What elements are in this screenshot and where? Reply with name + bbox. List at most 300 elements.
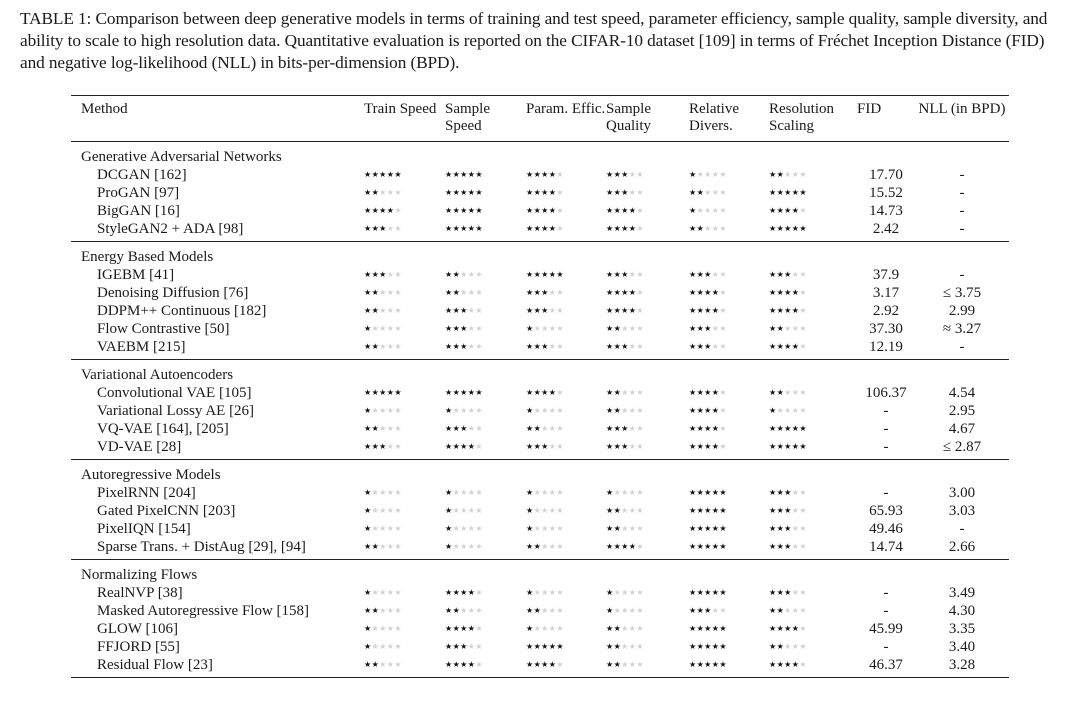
star-filled-icon: ★ (711, 306, 720, 315)
star-filled-icon: ★ (621, 442, 629, 451)
star-filled-icon: ★ (371, 388, 380, 397)
star-filled-icon: ★ (704, 324, 712, 333)
star-filled-icon: ★ (696, 642, 705, 651)
star-empty-icon: ★ (467, 606, 476, 615)
star-rating (526, 438, 606, 460)
star-empty-icon: ★ (386, 642, 395, 651)
star-filled-icon: ★ (791, 224, 800, 233)
nll-cell: 3.49 (948, 585, 976, 601)
star-rating (364, 384, 445, 402)
star-empty-icon: ★ (467, 642, 476, 651)
star-filled-icon: ★ (769, 524, 777, 533)
star-filled-icon: ★ (711, 624, 720, 633)
nll-cell: - (959, 521, 965, 537)
star-filled-icon: ★ (460, 306, 468, 315)
star-filled-icon: ★ (704, 506, 712, 515)
star-empty-icon: ★ (467, 524, 476, 533)
star-empty-icon: ★ (541, 524, 549, 533)
star-filled-icon: ★ (533, 188, 542, 197)
star-filled-icon: ★ (769, 660, 777, 669)
star-empty-icon: ★ (556, 488, 564, 497)
star-filled-icon: ★ (533, 606, 542, 615)
table-row (71, 402, 1009, 420)
star-rating (689, 538, 769, 560)
star-filled-icon: ★ (769, 588, 777, 597)
star-filled-icon: ★ (606, 442, 614, 451)
nll-cell: 2.99 (948, 303, 976, 319)
star-filled-icon: ★ (776, 424, 785, 433)
star-empty-icon: ★ (548, 406, 557, 415)
star-filled-icon: ★ (467, 624, 476, 633)
star-filled-icon: ★ (475, 206, 483, 215)
star-empty-icon: ★ (719, 188, 727, 197)
star-empty-icon: ★ (719, 442, 727, 451)
star-filled-icon: ★ (689, 206, 697, 215)
star-rating (769, 184, 857, 202)
star-filled-icon: ★ (475, 224, 483, 233)
star-empty-icon: ★ (784, 170, 792, 179)
star-empty-icon: ★ (475, 506, 483, 515)
star-empty-icon: ★ (533, 406, 542, 415)
star-empty-icon: ★ (475, 406, 483, 415)
star-empty-icon: ★ (719, 424, 727, 433)
star-filled-icon: ★ (452, 188, 461, 197)
fid-cell: 45.99 (869, 621, 903, 637)
star-rating (445, 502, 526, 520)
header-train-speed: Train Speed (364, 101, 437, 117)
star-filled-icon: ★ (533, 442, 542, 451)
star-filled-icon: ★ (548, 188, 557, 197)
star-empty-icon: ★ (704, 206, 712, 215)
table-row (71, 502, 1009, 520)
star-empty-icon: ★ (379, 506, 387, 515)
header-relative-divers: Relative Divers. (689, 101, 739, 134)
star-filled-icon: ★ (445, 506, 453, 515)
star-filled-icon: ★ (526, 642, 534, 651)
star-empty-icon: ★ (784, 642, 792, 651)
star-rating (364, 584, 445, 602)
star-filled-icon: ★ (689, 388, 697, 397)
star-filled-icon: ★ (371, 660, 380, 669)
star-empty-icon: ★ (711, 606, 720, 615)
star-filled-icon: ★ (467, 224, 476, 233)
star-filled-icon: ★ (371, 342, 380, 351)
star-empty-icon: ★ (621, 406, 629, 415)
star-filled-icon: ★ (704, 660, 712, 669)
star-filled-icon: ★ (696, 342, 705, 351)
star-filled-icon: ★ (769, 488, 777, 497)
star-filled-icon: ★ (784, 588, 792, 597)
star-filled-icon: ★ (606, 660, 614, 669)
table-row (71, 202, 1009, 220)
star-empty-icon: ★ (541, 488, 549, 497)
star-rating (526, 266, 606, 284)
star-filled-icon: ★ (606, 642, 614, 651)
star-filled-icon: ★ (769, 424, 777, 433)
star-rating (364, 338, 445, 360)
star-filled-icon: ★ (719, 524, 727, 533)
star-empty-icon: ★ (556, 224, 564, 233)
star-empty-icon: ★ (628, 424, 637, 433)
star-filled-icon: ★ (467, 388, 476, 397)
star-empty-icon: ★ (460, 270, 468, 279)
star-filled-icon: ★ (719, 488, 727, 497)
star-empty-icon: ★ (556, 388, 564, 397)
star-filled-icon: ★ (526, 306, 534, 315)
method-cell: PixelIQN [154] (97, 521, 191, 537)
star-empty-icon: ★ (386, 188, 395, 197)
star-filled-icon: ★ (613, 306, 622, 315)
star-filled-icon: ★ (689, 624, 697, 633)
star-filled-icon: ★ (379, 388, 387, 397)
star-rating (606, 502, 689, 520)
star-filled-icon: ★ (526, 606, 534, 615)
method-cell: DDPM++ Continuous [182] (97, 303, 267, 319)
table-row (71, 620, 1009, 638)
nll-cell: - (959, 221, 965, 237)
table-group (71, 360, 1009, 460)
star-filled-icon: ★ (526, 388, 534, 397)
star-filled-icon: ★ (533, 660, 542, 669)
star-filled-icon: ★ (776, 388, 785, 397)
star-filled-icon: ★ (526, 206, 534, 215)
star-filled-icon: ★ (689, 288, 697, 297)
star-filled-icon: ★ (769, 270, 777, 279)
star-empty-icon: ★ (719, 606, 727, 615)
star-filled-icon: ★ (452, 388, 461, 397)
star-empty-icon: ★ (548, 424, 557, 433)
star-rating (606, 538, 689, 560)
star-filled-icon: ★ (533, 342, 542, 351)
star-empty-icon: ★ (776, 406, 785, 415)
star-filled-icon: ★ (689, 170, 697, 179)
star-empty-icon: ★ (636, 270, 644, 279)
star-filled-icon: ★ (784, 542, 792, 551)
star-filled-icon: ★ (696, 288, 705, 297)
star-rating (526, 402, 606, 420)
star-filled-icon: ★ (719, 642, 727, 651)
star-filled-icon: ★ (621, 542, 629, 551)
star-empty-icon: ★ (784, 406, 792, 415)
star-empty-icon: ★ (386, 588, 395, 597)
star-filled-icon: ★ (526, 288, 534, 297)
star-rating (364, 166, 445, 184)
star-rating (445, 184, 526, 202)
star-filled-icon: ★ (533, 424, 542, 433)
star-filled-icon: ★ (445, 606, 453, 615)
star-empty-icon: ★ (711, 188, 720, 197)
star-filled-icon: ★ (452, 324, 461, 333)
star-filled-icon: ★ (445, 660, 453, 669)
star-rating (769, 420, 857, 438)
group-title: Energy Based Models (81, 249, 214, 265)
star-filled-icon: ★ (704, 388, 712, 397)
star-rating (769, 602, 857, 620)
star-empty-icon: ★ (628, 506, 637, 515)
star-filled-icon: ★ (364, 206, 372, 215)
star-empty-icon: ★ (379, 324, 387, 333)
star-empty-icon: ★ (556, 342, 564, 351)
method-cell: BigGAN [16] (97, 203, 180, 219)
star-empty-icon: ★ (379, 660, 387, 669)
star-filled-icon: ★ (776, 270, 785, 279)
star-empty-icon: ★ (719, 270, 727, 279)
star-empty-icon: ★ (548, 488, 557, 497)
star-filled-icon: ★ (784, 524, 792, 533)
star-empty-icon: ★ (799, 642, 807, 651)
star-empty-icon: ★ (379, 542, 387, 551)
group-title-row (71, 142, 1009, 167)
star-empty-icon: ★ (799, 288, 807, 297)
star-rating (606, 402, 689, 420)
nll-cell: 2.66 (948, 539, 976, 555)
star-empty-icon: ★ (628, 188, 637, 197)
star-filled-icon: ★ (704, 642, 712, 651)
star-empty-icon: ★ (394, 288, 402, 297)
star-filled-icon: ★ (445, 288, 453, 297)
star-filled-icon: ★ (548, 270, 557, 279)
star-empty-icon: ★ (379, 306, 387, 315)
star-filled-icon: ★ (364, 506, 372, 515)
star-rating (689, 420, 769, 438)
star-filled-icon: ★ (548, 170, 557, 179)
star-filled-icon: ★ (613, 324, 622, 333)
star-rating (445, 420, 526, 438)
star-filled-icon: ★ (799, 442, 807, 451)
star-empty-icon: ★ (394, 306, 402, 315)
star-filled-icon: ★ (533, 642, 542, 651)
star-filled-icon: ★ (452, 642, 461, 651)
star-empty-icon: ★ (541, 606, 549, 615)
table-row (71, 656, 1009, 678)
star-empty-icon: ★ (784, 388, 792, 397)
star-empty-icon: ★ (548, 524, 557, 533)
star-empty-icon: ★ (379, 488, 387, 497)
star-filled-icon: ★ (613, 342, 622, 351)
star-filled-icon: ★ (621, 342, 629, 351)
star-filled-icon: ★ (460, 206, 468, 215)
star-empty-icon: ★ (460, 488, 468, 497)
star-filled-icon: ★ (776, 524, 785, 533)
star-filled-icon: ★ (784, 342, 792, 351)
star-empty-icon: ★ (704, 170, 712, 179)
star-rating (689, 166, 769, 184)
star-empty-icon: ★ (379, 288, 387, 297)
star-empty-icon: ★ (386, 506, 395, 515)
star-empty-icon: ★ (696, 170, 705, 179)
nll-cell: 4.54 (948, 385, 976, 401)
star-filled-icon: ★ (606, 224, 614, 233)
star-rating (606, 320, 689, 338)
star-filled-icon: ★ (621, 188, 629, 197)
star-filled-icon: ★ (696, 324, 705, 333)
nll-cell: 3.03 (948, 503, 976, 519)
table-group (71, 560, 1009, 678)
star-empty-icon: ★ (475, 542, 483, 551)
star-filled-icon: ★ (460, 624, 468, 633)
star-filled-icon: ★ (799, 188, 807, 197)
star-filled-icon: ★ (769, 642, 777, 651)
star-rating (445, 602, 526, 620)
star-empty-icon: ★ (386, 342, 395, 351)
star-filled-icon: ★ (541, 342, 549, 351)
star-rating (526, 602, 606, 620)
star-filled-icon: ★ (371, 224, 380, 233)
star-filled-icon: ★ (704, 624, 712, 633)
star-empty-icon: ★ (556, 506, 564, 515)
star-filled-icon: ★ (719, 588, 727, 597)
star-empty-icon: ★ (719, 406, 727, 415)
star-rating (769, 384, 857, 402)
star-filled-icon: ★ (784, 306, 792, 315)
star-filled-icon: ★ (769, 388, 777, 397)
star-empty-icon: ★ (460, 524, 468, 533)
table-row (71, 302, 1009, 320)
star-filled-icon: ★ (696, 588, 705, 597)
star-filled-icon: ★ (364, 542, 372, 551)
fid-cell: 106.37 (865, 385, 907, 401)
star-rating (445, 266, 526, 284)
star-empty-icon: ★ (379, 424, 387, 433)
star-empty-icon: ★ (379, 342, 387, 351)
star-filled-icon: ★ (606, 424, 614, 433)
star-empty-icon: ★ (467, 542, 476, 551)
star-empty-icon: ★ (799, 270, 807, 279)
star-empty-icon: ★ (386, 442, 395, 451)
star-empty-icon: ★ (386, 406, 395, 415)
star-filled-icon: ★ (541, 224, 549, 233)
star-filled-icon: ★ (689, 488, 697, 497)
star-filled-icon: ★ (541, 388, 549, 397)
star-filled-icon: ★ (371, 270, 380, 279)
star-empty-icon: ★ (394, 406, 402, 415)
star-empty-icon: ★ (799, 388, 807, 397)
star-empty-icon: ★ (394, 488, 402, 497)
star-filled-icon: ★ (689, 642, 697, 651)
star-filled-icon: ★ (791, 206, 800, 215)
star-rating (689, 402, 769, 420)
star-filled-icon: ★ (704, 524, 712, 533)
star-filled-icon: ★ (711, 288, 720, 297)
star-filled-icon: ★ (704, 406, 712, 415)
star-filled-icon: ★ (364, 488, 372, 497)
star-empty-icon: ★ (621, 488, 629, 497)
star-empty-icon: ★ (379, 188, 387, 197)
star-filled-icon: ★ (704, 270, 712, 279)
star-empty-icon: ★ (784, 606, 792, 615)
star-empty-icon: ★ (791, 170, 800, 179)
star-filled-icon: ★ (364, 524, 372, 533)
star-empty-icon: ★ (533, 488, 542, 497)
star-empty-icon: ★ (791, 488, 800, 497)
table-caption: TABLE 1: Comparison between deep generative models in terms of training and test speed, parameter efficiency, sample quality, sample diversity, and ability to scale to high resolution data. Quantitative evaluation is reported on the CIFAR-10 dataset [109] in terms of Fréchet Inception Distance (FID) and negative log-likelihood (NLL) in bits-per-dimension (BPD). (20, 9, 1048, 72)
star-filled-icon: ★ (445, 188, 453, 197)
star-filled-icon: ★ (460, 642, 468, 651)
fid-cell: - (883, 403, 889, 419)
star-rating (445, 202, 526, 220)
star-filled-icon: ★ (445, 170, 453, 179)
star-empty-icon: ★ (696, 206, 705, 215)
star-filled-icon: ★ (606, 488, 614, 497)
star-empty-icon: ★ (386, 270, 395, 279)
star-empty-icon: ★ (541, 588, 549, 597)
star-filled-icon: ★ (696, 606, 705, 615)
star-empty-icon: ★ (386, 224, 395, 233)
star-empty-icon: ★ (621, 624, 629, 633)
star-empty-icon: ★ (628, 342, 637, 351)
star-empty-icon: ★ (386, 288, 395, 297)
star-filled-icon: ★ (548, 388, 557, 397)
header-method: Method (81, 101, 128, 117)
star-empty-icon: ★ (719, 170, 727, 179)
nll-cell: - (959, 167, 965, 183)
table-row (71, 384, 1009, 402)
star-filled-icon: ★ (689, 306, 697, 315)
star-rating (689, 202, 769, 220)
star-empty-icon: ★ (704, 224, 712, 233)
star-filled-icon: ★ (364, 170, 372, 179)
star-rating (364, 520, 445, 538)
star-empty-icon: ★ (719, 388, 727, 397)
star-empty-icon: ★ (371, 524, 380, 533)
star-filled-icon: ★ (621, 424, 629, 433)
star-empty-icon: ★ (628, 524, 637, 533)
star-empty-icon: ★ (460, 542, 468, 551)
fid-cell: 46.37 (869, 657, 903, 673)
star-filled-icon: ★ (445, 542, 453, 551)
star-filled-icon: ★ (533, 270, 542, 279)
star-empty-icon: ★ (548, 306, 557, 315)
star-rating (689, 438, 769, 460)
star-empty-icon: ★ (621, 506, 629, 515)
method-cell: StyleGAN2 + ADA [98] (97, 221, 244, 237)
star-filled-icon: ★ (784, 488, 792, 497)
star-rating (364, 220, 445, 242)
table-group (71, 460, 1009, 560)
star-filled-icon: ★ (379, 224, 387, 233)
star-empty-icon: ★ (799, 624, 807, 633)
star-rating (364, 320, 445, 338)
star-filled-icon: ★ (371, 306, 380, 315)
star-empty-icon: ★ (475, 442, 483, 451)
star-empty-icon: ★ (711, 224, 720, 233)
star-filled-icon: ★ (452, 170, 461, 179)
star-filled-icon: ★ (769, 506, 777, 515)
table-row (71, 166, 1009, 184)
table-group (71, 142, 1009, 242)
star-filled-icon: ★ (606, 288, 614, 297)
star-empty-icon: ★ (628, 488, 637, 497)
star-filled-icon: ★ (364, 588, 372, 597)
table-row (71, 638, 1009, 656)
star-filled-icon: ★ (613, 188, 622, 197)
star-empty-icon: ★ (719, 224, 727, 233)
star-empty-icon: ★ (636, 206, 644, 215)
star-filled-icon: ★ (394, 388, 402, 397)
star-filled-icon: ★ (533, 224, 542, 233)
star-empty-icon: ★ (628, 406, 637, 415)
star-empty-icon: ★ (394, 606, 402, 615)
group-title: Variational Autoencoders (81, 367, 234, 383)
star-rating (526, 302, 606, 320)
star-rating (769, 502, 857, 520)
star-filled-icon: ★ (371, 206, 380, 215)
star-empty-icon: ★ (371, 588, 380, 597)
star-rating (606, 438, 689, 460)
star-filled-icon: ★ (689, 424, 697, 433)
star-empty-icon: ★ (394, 188, 402, 197)
star-empty-icon: ★ (799, 170, 807, 179)
